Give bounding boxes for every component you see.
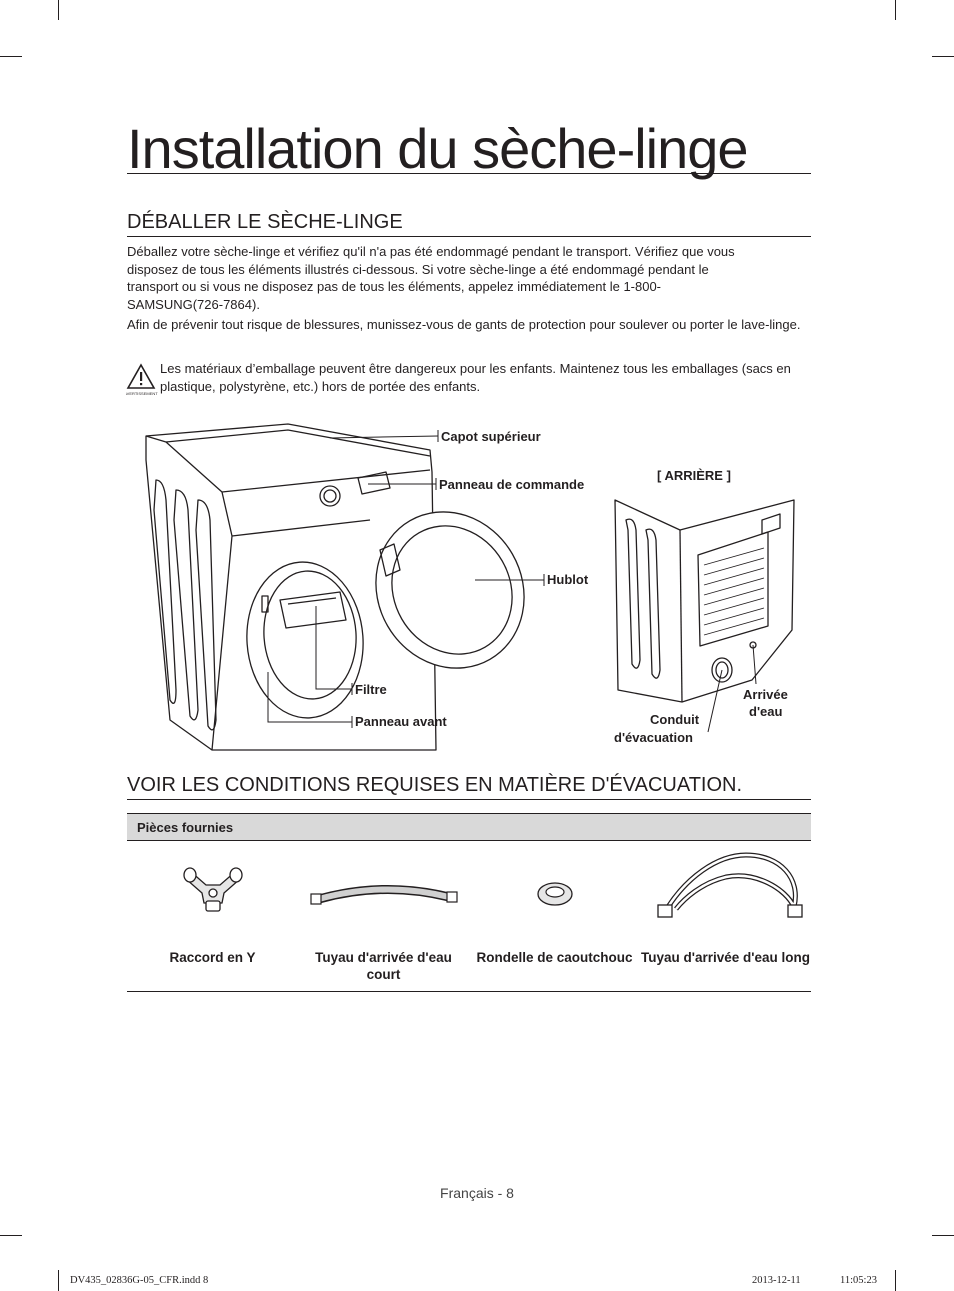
part-y-connector bbox=[127, 841, 298, 991]
crop-mark bbox=[895, 1270, 896, 1291]
long-hose-icon bbox=[646, 849, 806, 929]
parts-table-header: Pièces fournies bbox=[127, 813, 811, 841]
section-heading-exhaust: VOIR LES CONDITIONS REQUISES EN MATIÈRE D'ÉVACUATION. bbox=[127, 773, 811, 800]
warning-text: Les matériaux d’emballage peuvent être dangereux pour les enfants. Maintenez tous les emballages (sacs en plastique, polystyrène, etc.) hors de portée des enfants. bbox=[160, 361, 791, 394]
warning-icon-label: AVERTISSEMENT bbox=[126, 391, 158, 396]
parts-table bbox=[127, 813, 811, 992]
crop-mark bbox=[0, 1235, 22, 1236]
crop-mark bbox=[932, 56, 954, 57]
gloves-paragraph: Afin de prévenir tout risque de blessures, munissez-vous de gants de protection pour soulever ou porter le lave-linge. bbox=[127, 317, 801, 332]
section-heading-unpack: DÉBALLER LE SÈCHE-LINGE bbox=[127, 210, 811, 237]
crop-mark bbox=[932, 1235, 954, 1236]
warning-icon bbox=[126, 362, 158, 398]
label-water-inlet-2: d'eau bbox=[749, 704, 783, 719]
y-connector-icon bbox=[182, 865, 244, 915]
part-name: Tuyau d'arrivée d'eau long bbox=[641, 950, 810, 965]
part-name: Tuyau d'arrivée d'eau court bbox=[315, 950, 452, 982]
page-number: Français - 8 bbox=[440, 1185, 514, 1201]
crop-mark bbox=[895, 0, 896, 20]
label-door: Hublot bbox=[547, 572, 589, 587]
part-short-hose bbox=[298, 841, 469, 991]
label-control-panel: Panneau de commande bbox=[439, 477, 585, 492]
page-title: Installation du sèche-linge bbox=[127, 118, 811, 174]
part-name: Rondelle de caoutchouc bbox=[476, 950, 633, 965]
file-name: DV435_02836G-05_CFR.indd 8 bbox=[70, 1275, 209, 1286]
label-rear: [ ARRIÈRE ] bbox=[657, 468, 731, 483]
label-exhaust-2: d'évacuation bbox=[614, 730, 693, 745]
label-top-cover: Capot supérieur bbox=[441, 429, 541, 444]
rubber-washer-icon bbox=[535, 879, 575, 909]
crop-mark bbox=[58, 0, 59, 20]
unpack-paragraph: Déballez votre sèche-linge et vérifiez qu'il n'a pas été endommagé pendant le transport. Vérifiez que vous disposez de tous les éléments illustrés ci-dessous. Si votre sèche-linge a été endommagé pendant le transport ou si vous ne disposez pas de tous les éléments, appelez immédiatement le 1-800-SAMSUNG(726-7864). bbox=[127, 244, 735, 312]
part-rubber-washer bbox=[469, 841, 640, 991]
label-exhaust-1: Conduit bbox=[650, 712, 700, 727]
part-long-hose bbox=[640, 841, 811, 991]
label-filter: Filtre bbox=[355, 682, 387, 697]
crop-mark bbox=[58, 1270, 59, 1291]
print-time: 11:05:23 bbox=[840, 1275, 877, 1286]
short-hose-icon bbox=[309, 879, 459, 909]
label-front-panel: Panneau avant bbox=[355, 714, 447, 729]
crop-mark bbox=[0, 56, 22, 57]
label-water-inlet-1: Arrivée bbox=[743, 687, 788, 702]
print-date: 2013-12-11 bbox=[752, 1275, 801, 1286]
part-name: Raccord en Y bbox=[169, 950, 256, 965]
